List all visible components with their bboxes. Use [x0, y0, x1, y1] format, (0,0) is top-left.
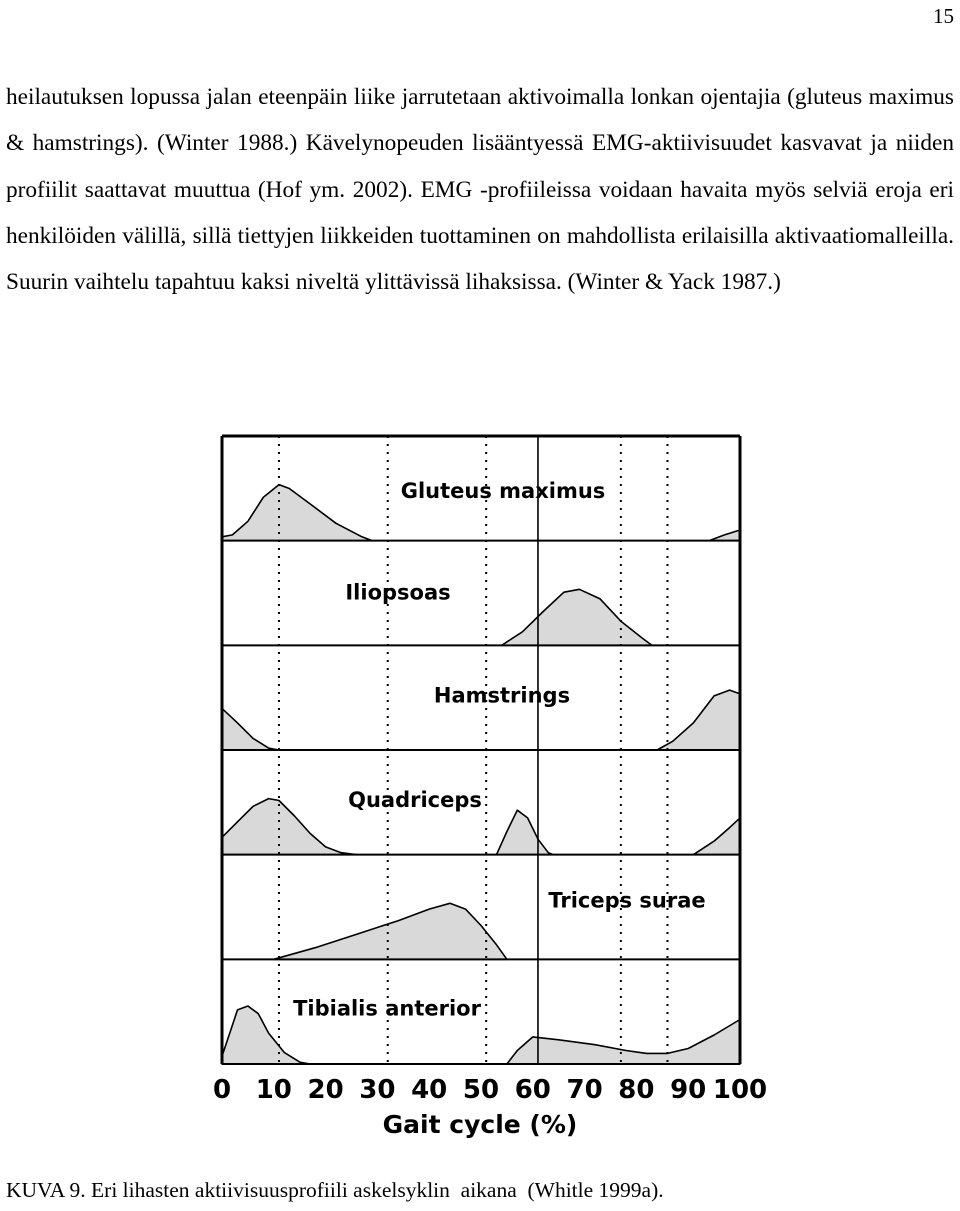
triceps-surae-label: Triceps surae [548, 888, 706, 913]
figure-caption: KUVA 9. Eri lihasten aktiivisuusprofiili askelsyklin aikana (Whitle 1999a). [6, 1178, 664, 1202]
quadriceps-area-2 [497, 810, 554, 855]
hamstrings-area-2 [657, 690, 740, 750]
x-tick-label: 50 [462, 1075, 500, 1105]
body-paragraph: heilautuksen lopussa jalan eteenpäin liike jarrutetaan aktivoimalla lonkan ojentajia (gluteus maximus & hamstrings). (Winter 1988.) Kävelynopeuden lisääntyessä EMG-aktiivisuudet kasvavat ja niiden profiilit saattavat muuttua (Hof ym. 2002). EMG -profiileissa voidaan havaita myös selviä eroja eri henkilöiden välillä, sillä tiettyjen liikkeiden tuottaminen on mahdollista erilaisilla aktivaatiomalleilla. Suurin vaihtelu tapahtuu kaksi niveltä ylittävissä lihaksissa. (Winter & Yack 1987.) [6, 84, 954, 296]
gluteus-maximus-area-2 [709, 530, 740, 541]
x-tick-label: 100 [712, 1075, 768, 1105]
gluteus-maximus-area-1 [222, 485, 372, 541]
x-tick-label: 10 [255, 1075, 292, 1105]
quadriceps-label: Quadriceps [348, 788, 482, 812]
triceps-surae-area-1 [274, 903, 507, 959]
gait-emg-figure [0, 420, 960, 1150]
x-tick-label: 30 [359, 1075, 396, 1105]
quadriceps-area-1 [222, 799, 357, 855]
x-tick-label: 90 [670, 1075, 707, 1105]
hamstrings-area-1 [222, 708, 279, 750]
tibialis-anterior-area-2 [507, 1020, 740, 1065]
quadriceps-area-3 [693, 818, 740, 855]
gluteus-maximus-label: Gluteus maximus [400, 479, 606, 503]
hamstrings-label: Hamstrings [433, 683, 571, 708]
x-tick-label: 60 [514, 1075, 551, 1105]
emg-chart [0, 420, 960, 1150]
page-number: 15 [933, 4, 954, 28]
x-tick-label: 0 [212, 1075, 232, 1105]
iliopsoas-area-1 [502, 589, 652, 645]
tibialis-anterior-label: Tibialis anterior [293, 996, 481, 1021]
x-tick-label: 20 [307, 1075, 344, 1105]
iliopsoas-label: Iliopsoas [345, 580, 451, 605]
x-tick-label: 40 [411, 1075, 448, 1105]
x-tick-label: 80 [618, 1075, 655, 1105]
x-axis-label: Gait cycle (%) [382, 1110, 578, 1139]
x-tick-label: 70 [566, 1075, 603, 1105]
